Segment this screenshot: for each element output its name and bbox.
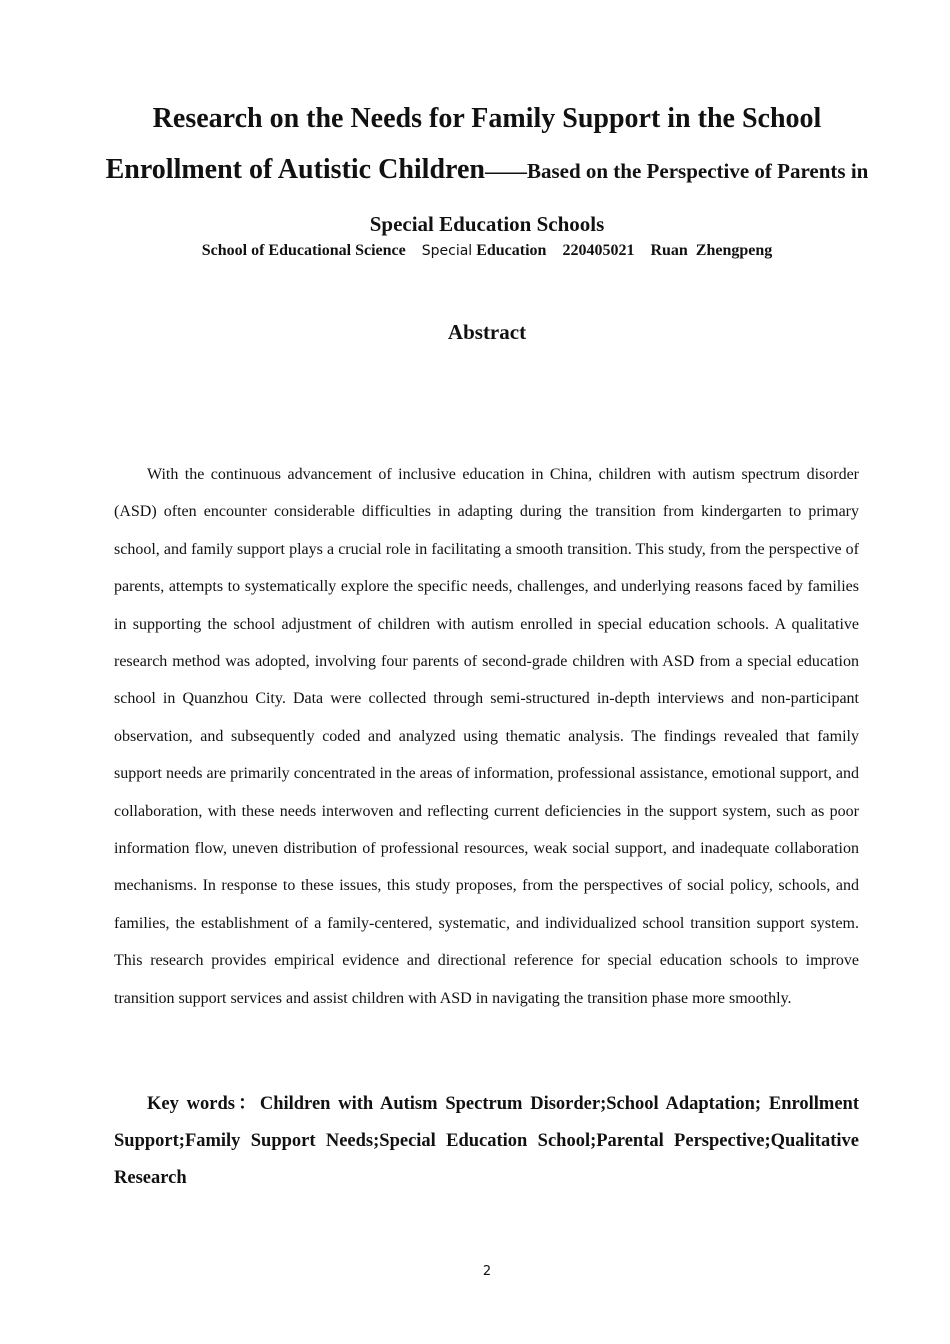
abstract-heading: Abstract bbox=[447, 320, 527, 344]
paper-title bbox=[100, 92, 874, 249]
title-line-2: Enrollment of Autistic Children bbox=[105, 154, 485, 185]
byline-major-part2: Education bbox=[476, 242, 547, 259]
page-number: 2 bbox=[482, 1264, 492, 1279]
paper-subtitle: Based on the Perspective of Parents in Special Education Schools bbox=[369, 159, 869, 236]
title-line-1: Research on the Needs for Family Support in the School bbox=[152, 103, 822, 134]
byline-major-part1: Special bbox=[421, 243, 473, 259]
abstract-body: With the continuous advancement of inclusive education in China, children with autism spectrum disorder (ASD) often encounter considerable difficulties in adapting during the transition from kindergarten to primary school, and family support plays a crucial role in facilitating a smooth transition. This study, from the perspective of parents, attempts to systematically explore the specific needs, challenges, and underlying reasons faced by families in supporting the school adjustment of children with autism enrolled in special education schools. A qualitative research method was adopted, involving four parents of second-grade children with ASD from a special education school in Quanzhou City. Data were collected through semi-structured in-depth interviews and non-participant observation, and subsequently coded and analyzed using thematic analysis. The findings revealed that family support needs are primarily concentrated in the areas of information, professional assistance, emotional support, and collaboration, with these needs interwoven and reflecting current deficiencies in the support system, such as poor information flow, uneven distribution of professional resources, weak social support, and inadequate collaboration mechanisms. In response to these issues, this study proposes, from the perspectives of social policy, schools, and families, the establishment of a family-centered, systematic, and individualized school transition support system. This research provides empirical evidence and directional reference for special education schools to improve transition support services and assist children with ASD in navigating the transition phase more smoothly. bbox=[114, 466, 859, 1007]
author-byline bbox=[100, 242, 874, 260]
keywords-label: Key words： bbox=[147, 1094, 260, 1114]
keywords-paragraph bbox=[114, 1086, 859, 1198]
keywords-list: Children with Autism Spectrum Disorder;School Adaptation; Enrollment Support;Family Support Needs;Special Education School;Parental Perspective;Qualitative Research bbox=[114, 1094, 859, 1189]
byline-school: School of Educational Science bbox=[201, 242, 406, 259]
title-dash: —— bbox=[484, 159, 527, 183]
byline-author: Ruan Zhengpeng bbox=[650, 242, 773, 259]
byline-student-id: 220405021 bbox=[562, 242, 635, 259]
